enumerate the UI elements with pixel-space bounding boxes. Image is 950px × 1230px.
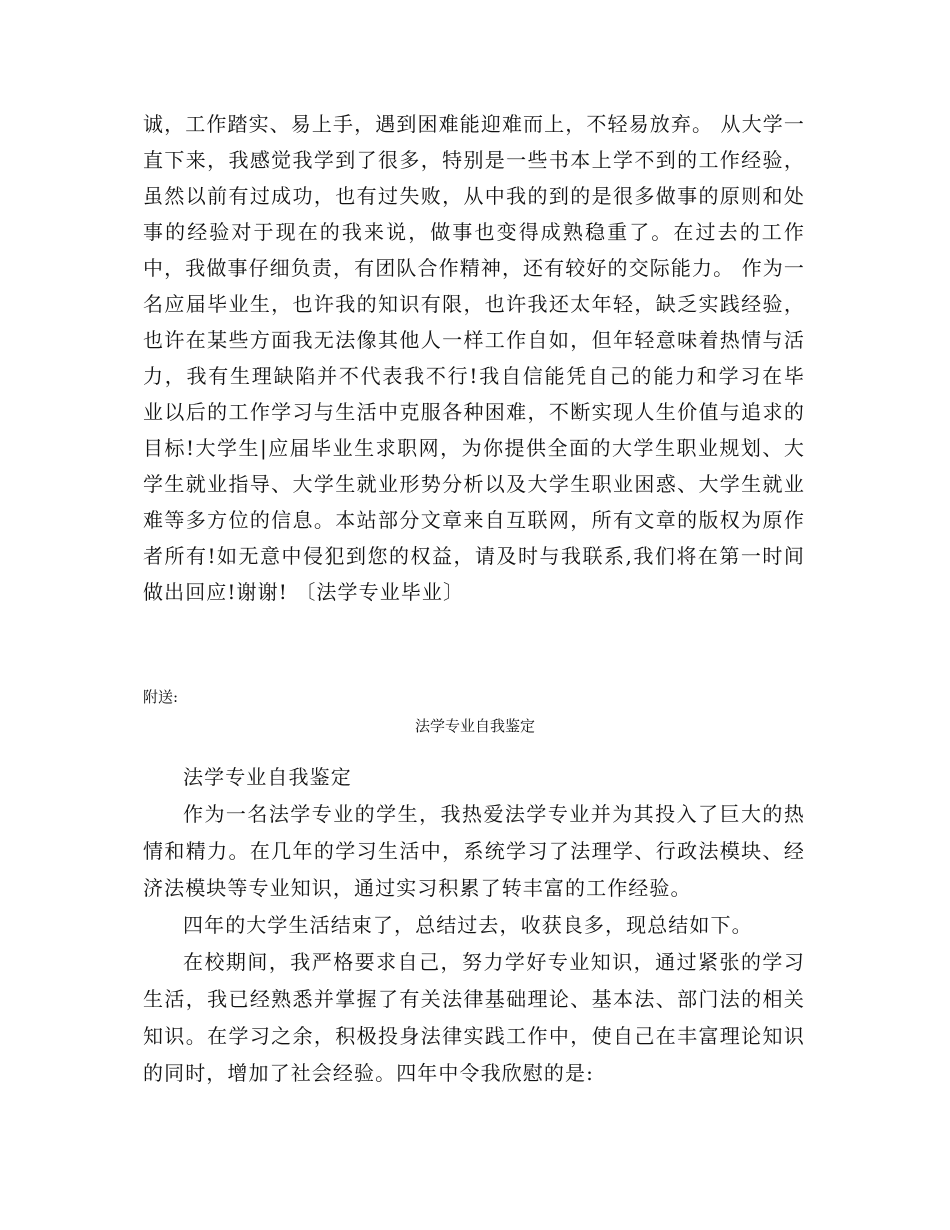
- essay-paragraph-summary: 四年的大学生活结束了，总结过去，收获良多，现总结如下。: [183, 913, 753, 937]
- essay-heading: 法学专业自我鉴定: [183, 765, 352, 789]
- appendix-title: 法学专业自我鉴定: [414, 717, 535, 735]
- appendix-label: 附送:: [143, 688, 179, 706]
- continuation-paragraph: 诚，工作踏实、易上手，遇到困难能迎难而上，不轻易放弃。 从大学一直下来，我感觉我学到了很多，特别是一些书本上学不到的工作经验，虽然以前有过成功，也有过失败，从中我的到的是很多做事的原则和处事的经验对于现在的我来说，做事也变得成熟稳重了。在过去的工作中，我做事仔细负责，有团队合作精神，还有较好的交际能力。 作为一名应届毕业生，也许我的知识有限，也许我还太年轻，缺乏实践经验，也许在某些方面我无法像其他人一样工作自如，但年轻意味着热情与活力，我有生理缺陷并不代表我不行!我自信能凭自己的能力和学习在毕业以后的工作学习与生活中克服各种困难，不断实现人生价值与追求的目标!大学生|应届毕业生求职网，为你提供全面的大学生职业规划、大学生就业指导、大学生就业形势分析以及大学生职业困惑、大学生就业难等多方位的信息。本站部分文章来自互联网，所有文章的版权为原作者所有!如无意中侵犯到您的权益，请及时与我联系,我们将在第一时间做出回应!谢谢! 〔法学专业毕业〕: [143, 112, 806, 604]
- essay-paragraph-study: 在校期间，我严格要求自己，努力学好专业知识，通过紧张的学习生活，我已经熟悉并掌握了有关法律基础理论、基本法、部门法的相关知识。在学习之余，积极投身法律实践工作中，使自己在丰富理论知识的同时，增加了社会经验。四年中令我欣慰的是:: [143, 950, 805, 1085]
- essay-body: [143, 759, 805, 1092]
- essay-paragraph-intro: 作为一名法学专业的学生，我热爱法学专业并为其投入了巨大的热情和精力。在几年的学习生活中，系统学习了法理学、行政法模块、经济法模块等专业知识，通过实习积累了转丰富的工作经验。: [143, 802, 805, 900]
